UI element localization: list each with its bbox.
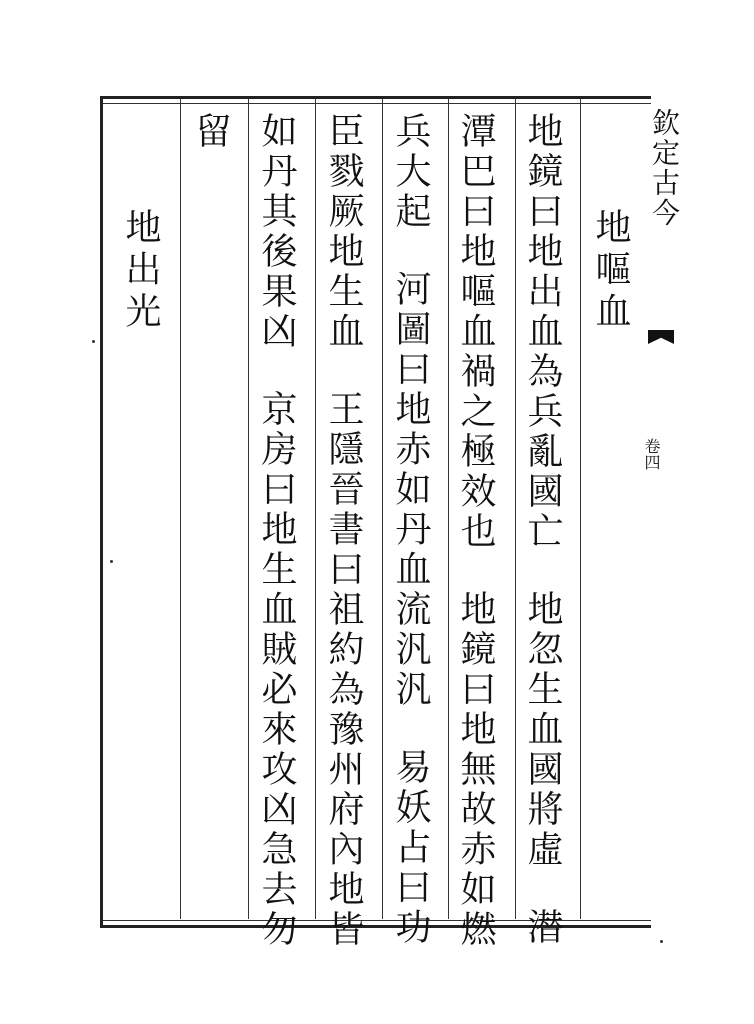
text-run: 易妖占曰功: [390, 748, 431, 948]
margin-volume: 卷四: [642, 438, 661, 470]
text-column: [390, 112, 430, 948]
text-column: [455, 112, 495, 950]
page-frame: [100, 96, 651, 928]
text-run: 留: [190, 112, 231, 152]
margin-title: 欽定古今: [648, 108, 681, 228]
text-run: 京房曰地生血賊必來攻凶急去勿: [256, 390, 297, 950]
text-run: 如丹其後果凶: [256, 112, 297, 352]
column-rule: [315, 99, 316, 919]
column-rule: [580, 99, 581, 919]
text-run: 地忽生血國將虛: [522, 590, 563, 870]
text-column: [323, 112, 363, 950]
text-run: 潜: [522, 908, 563, 948]
text-column: [522, 112, 562, 948]
column-rule: [382, 99, 383, 919]
text-run: 地鏡曰地出血為兵亂國亡: [522, 112, 563, 552]
speck: [92, 340, 95, 343]
text-run: 潭巴曰地嘔血禍之極效也: [455, 112, 496, 552]
speck: [110, 560, 113, 563]
fish-tail-mark: [648, 330, 674, 344]
text-column: [256, 112, 296, 950]
section-heading: 地嘔血: [590, 208, 631, 334]
text-column: [190, 112, 230, 152]
column-rule: [248, 99, 249, 919]
text-run: 河圖曰地赤如丹血流汎汎: [390, 270, 431, 710]
text-run: 地鏡曰地無故赤如燃: [455, 590, 496, 950]
text-run: 王隱晉書曰祖約為豫州府內地皆: [323, 390, 364, 950]
text-run: 兵大起: [390, 112, 431, 232]
section-heading: 地出光: [120, 208, 161, 334]
text-run: 臣戮厥地生血: [323, 112, 364, 352]
column-rule: [448, 99, 449, 919]
column-rule: [180, 99, 181, 919]
speck: [660, 940, 663, 943]
column-rule: [515, 99, 516, 919]
